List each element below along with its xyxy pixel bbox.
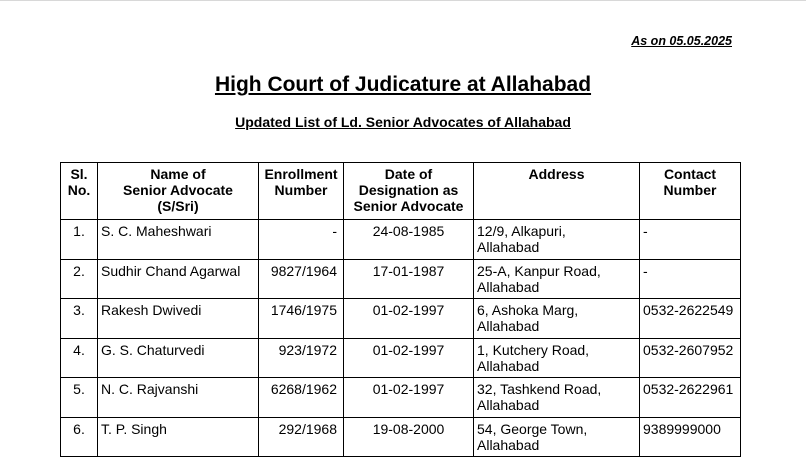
cell-name: T. P. Singh bbox=[98, 417, 259, 457]
cell-contact: 0532-2622549 bbox=[640, 299, 741, 339]
header-sl-no: Sl. No. bbox=[61, 163, 98, 220]
cell-sl-no: 1. bbox=[61, 220, 98, 260]
cell-name: Rakesh Dwivedi bbox=[98, 299, 259, 339]
cell-sl-no: 3. bbox=[61, 299, 98, 339]
header-contact: Contact Number bbox=[640, 163, 741, 220]
cell-name: N. C. Rajvanshi bbox=[98, 378, 259, 418]
cell-sl-no: 2. bbox=[61, 259, 98, 299]
table-row bbox=[61, 259, 741, 299]
cell-name: G. S. Chaturvedi bbox=[98, 338, 259, 378]
cell-date: 01-02-1997 bbox=[344, 338, 474, 378]
cell-address bbox=[474, 417, 640, 457]
cell-contact: - bbox=[640, 259, 741, 299]
cell-enrollment: 1746/1975 bbox=[259, 299, 344, 339]
cell-address bbox=[474, 378, 640, 418]
cell-address bbox=[474, 299, 640, 339]
address-line: 1, Kutchery Road, bbox=[477, 341, 590, 358]
address-line: 54, George Town, bbox=[477, 420, 588, 437]
table-row bbox=[61, 378, 741, 418]
address-line: Allahabad bbox=[477, 357, 540, 374]
as-on-date: As on 05.05.2025 bbox=[631, 34, 732, 48]
header-address: Address bbox=[474, 163, 640, 220]
cell-date: 01-02-1997 bbox=[344, 378, 474, 418]
address-line: 32, Tashkend Road, bbox=[477, 381, 602, 397]
cell-sl-no: 4. bbox=[61, 338, 98, 378]
cell-enrollment: - bbox=[259, 220, 344, 260]
senior-advocates-table bbox=[60, 162, 741, 457]
address-line: Allahabad bbox=[477, 278, 540, 295]
table-row bbox=[61, 338, 741, 378]
address-line: Allahabad bbox=[477, 239, 540, 255]
header-name: Name of Senior Advocate (S/Sri) bbox=[98, 163, 259, 220]
cell-address bbox=[474, 220, 640, 260]
table-row bbox=[61, 417, 741, 457]
table-header-row bbox=[61, 163, 741, 220]
cell-date: 24-08-1985 bbox=[344, 220, 474, 260]
cell-contact: 0532-2607952 bbox=[640, 338, 741, 378]
page-title: High Court of Judicature at Allahabad bbox=[214, 73, 592, 96]
cell-contact: 0532-2622961 bbox=[640, 378, 741, 418]
header-enrollment: Enrollment Number bbox=[259, 163, 344, 220]
table-row bbox=[61, 220, 741, 260]
header-date: Date of Designation as Senior Advocate bbox=[344, 163, 474, 220]
cell-address bbox=[474, 338, 640, 378]
cell-enrollment: 292/1968 bbox=[259, 417, 344, 457]
address-line: Allahabad bbox=[477, 397, 540, 413]
address-line: Allahabad bbox=[477, 318, 540, 334]
address-line: Allahabad bbox=[477, 436, 540, 453]
address-line: 25-A, Kanpur Road, bbox=[477, 262, 601, 279]
address-line: 12/9, Alkapuri, bbox=[477, 223, 566, 239]
cell-contact: - bbox=[640, 220, 741, 260]
table-row bbox=[61, 299, 741, 339]
cell-enrollment: 6268/1962 bbox=[259, 378, 344, 418]
cell-name: S. C. Maheshwari bbox=[98, 220, 259, 260]
cell-date: 17-01-1987 bbox=[344, 259, 474, 299]
cell-contact: 9389999000 bbox=[640, 417, 741, 457]
cell-name: Sudhir Chand Agarwal bbox=[98, 259, 259, 299]
cell-date: 01-02-1997 bbox=[344, 299, 474, 339]
cell-address bbox=[474, 259, 640, 299]
cell-enrollment: 923/1972 bbox=[259, 338, 344, 378]
address-line: 6, Ashoka Marg, bbox=[477, 302, 579, 318]
page-subtitle: Updated List of Ld. Senior Advocates of Allahabad bbox=[235, 114, 571, 130]
cell-sl-no: 6. bbox=[61, 417, 98, 457]
cell-date: 19-08-2000 bbox=[344, 417, 474, 457]
cell-enrollment: 9827/1964 bbox=[259, 259, 344, 299]
cell-sl-no: 5. bbox=[61, 378, 98, 418]
